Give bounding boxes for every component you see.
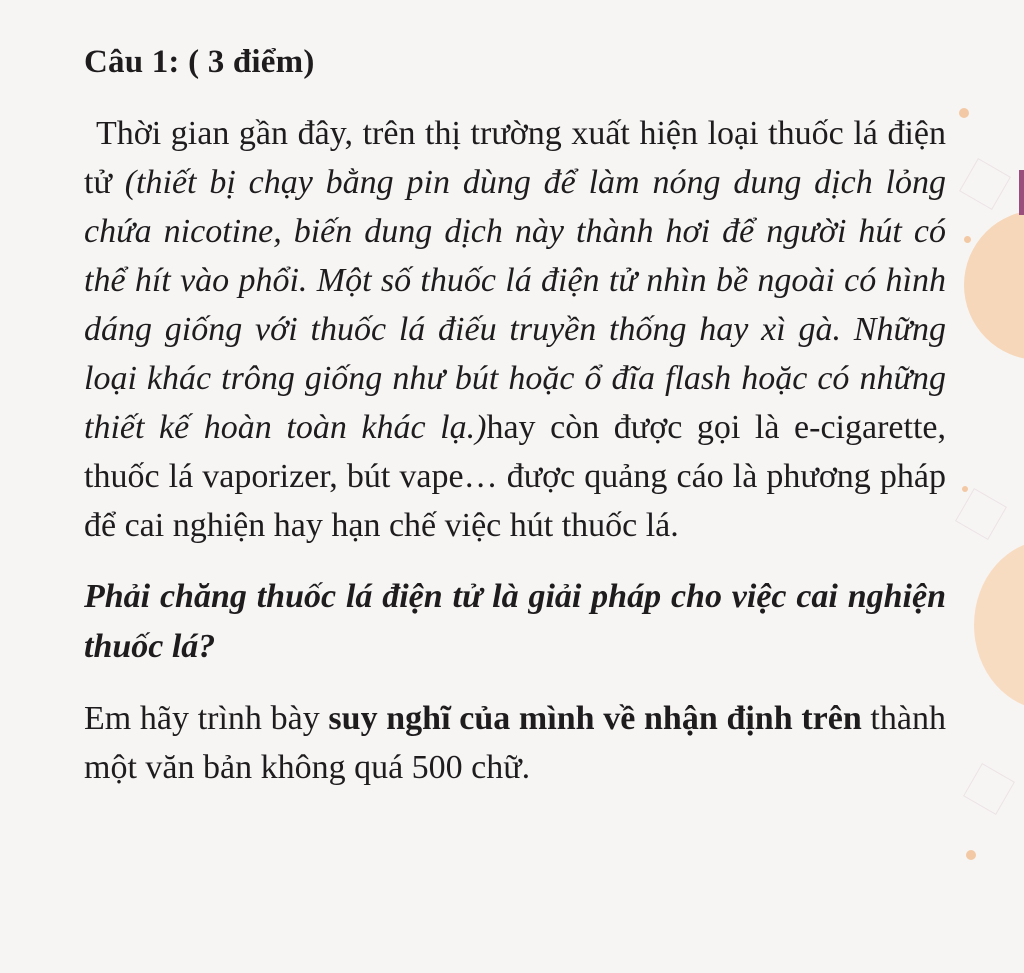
decorative-dot: [964, 236, 971, 243]
decorative-dot: [966, 850, 976, 860]
task-text-end: thành một văn bản không quá 500 chữ.: [84, 700, 946, 786]
passage-text: Thời gian gần đây, trên thị trường xuất hiện loại thuốc lá điện tử: [84, 115, 946, 201]
essay-question: Phải chăng thuốc lá điện tử là giải pháp cho việc cai nghiện thuốc lá?: [84, 578, 946, 665]
task-instruction: [84, 694, 946, 792]
decorative-dot: [962, 486, 968, 492]
decorative-hexagon: [963, 763, 1015, 815]
question-header: Câu 1: ( 3 điểm): [84, 44, 315, 80]
exam-question: [84, 44, 946, 792]
passage-definition-italic: (thiết bị chạy bằng pin dùng để làm nóng dung dịch lỏng chứa nicotine, biến dung dịch này thành hơi để người hút có thể hít vào phổi. Một số thuốc lá điện tử nhìn bề ngoài có hình dáng giống với thuốc lá điếu truyền thống hay xì gà. Những loại khác trông giống như bút hoặc ổ đĩa flash hoặc có những thiết kế hoàn toàn khác lạ.): [84, 164, 947, 446]
decorative-circle: [974, 540, 1024, 710]
decorative-dot: [959, 108, 969, 118]
task-text: Em hãy trình bày: [84, 700, 329, 737]
passage-text-end: hay còn được gọi là e-cigarette, thuốc lá vaporizer, bút vape… được quảng cáo là phương pháp để cai nghiện hay hạn chế việc hút thuốc lá.: [84, 409, 946, 544]
passage-paragraph: [84, 109, 946, 550]
decorative-hexagon: [955, 488, 1007, 540]
decorative-hexagon: [959, 158, 1011, 210]
task-emphasis: suy nghĩ của mình về nhận định trên: [328, 700, 862, 737]
decorative-circle: [964, 210, 1024, 360]
decorative-bar: [1019, 170, 1024, 215]
